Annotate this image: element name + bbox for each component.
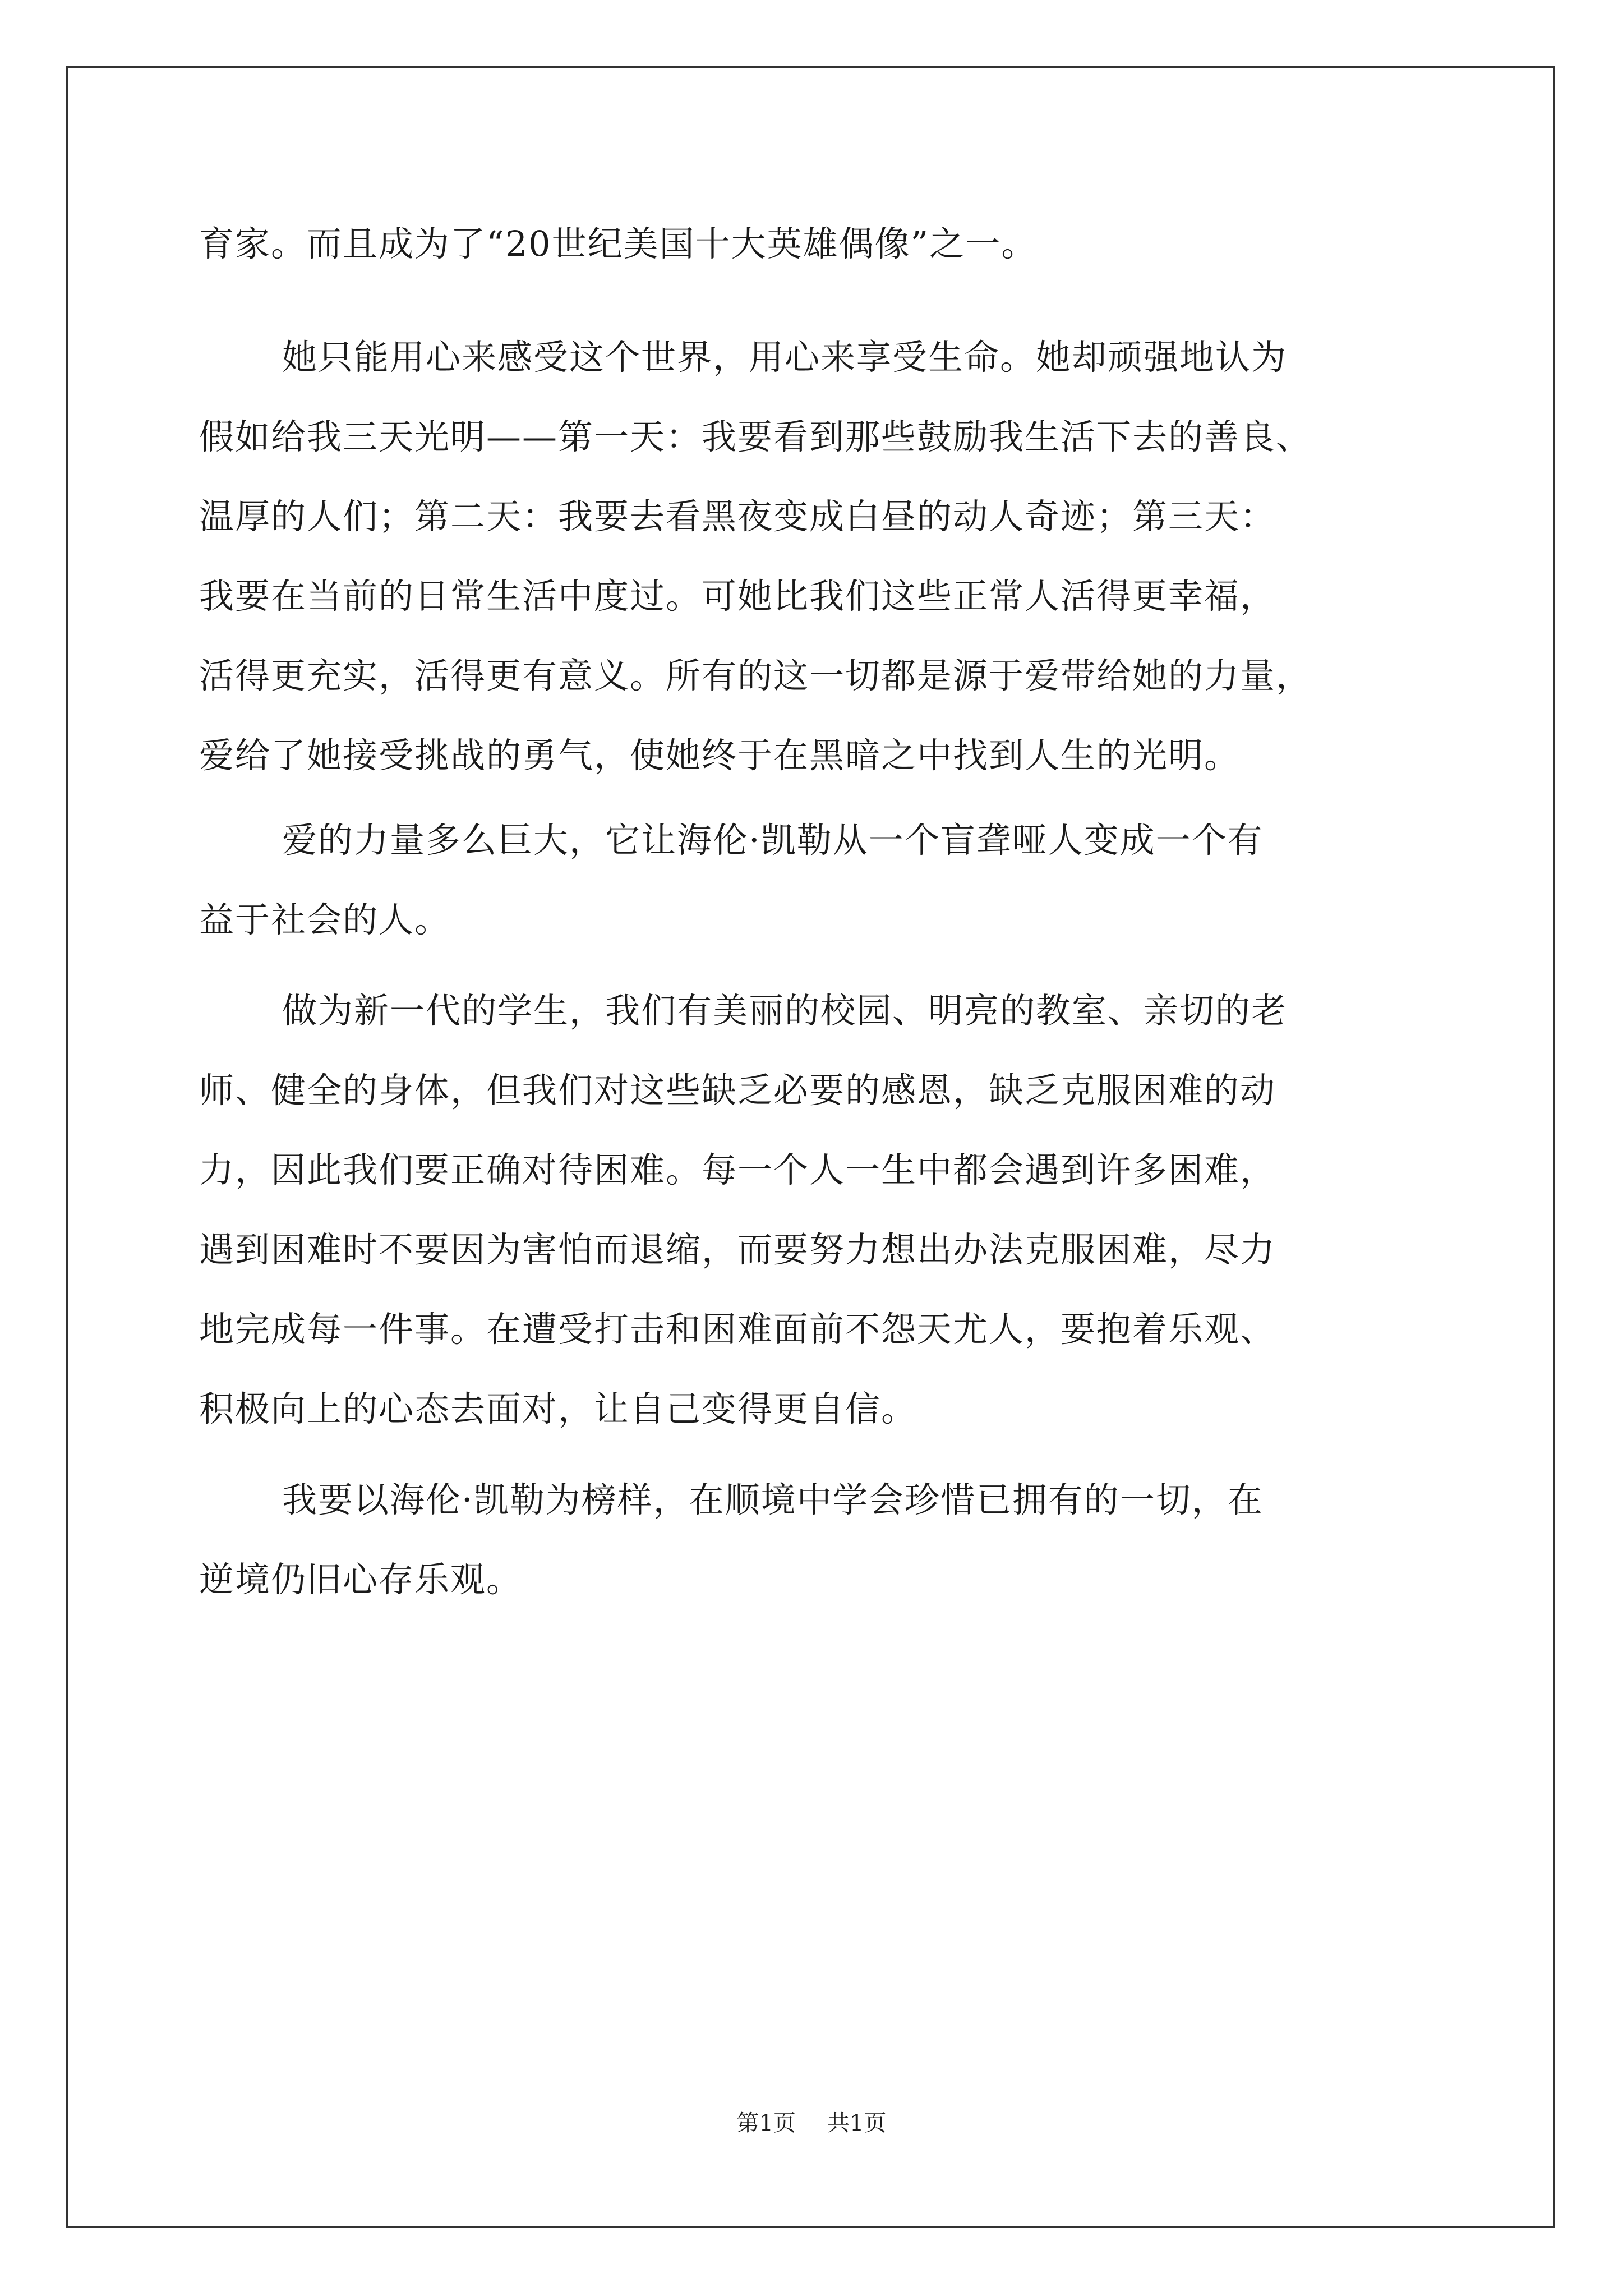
paragraph-first-line: 爱的力量多么巨大，它让海伦·凯勒从一个盲聋哑人变成一个有 [282,820,1264,861]
text-line: 温厚的人们；第二天：我要去看黑夜变成白昼的动人奇迹；第三天： [199,496,1276,537]
text-line: 地完成每一件事。在遭受打击和困难面前不怨天尤人，要抱着乐观、 [199,1309,1276,1350]
paragraph-first-line: 我要以海伦·凯勒为榜样，在顺境中学会珍惜已拥有的一切，在 [282,1479,1264,1520]
text-line: 活得更充实，活得更有意义。所有的这一切都是源于爱带给她的力量， [199,655,1312,696]
text-line: 师、健全的身体，但我们对这些缺乏必要的感恩，缺乏克服困难的动 [199,1070,1276,1111]
text-line: 积极向上的心态去面对，让自己变得更自信。 [199,1388,917,1429]
text-line: 遇到困难时不要因为害怕而退缩，而要努力想出办法克服困难，尽力 [199,1229,1276,1270]
text-line: 爱给了她接受挑战的勇气，使她终于在黑暗之中找到人生的光明。 [199,735,1241,776]
text-line: 力，因此我们要正确对待困难。每一个人一生中都会遇到许多困难， [199,1149,1276,1190]
text-line: 育家。而且成为了“20世纪美国十大英雄偶像”之一。 [199,223,1038,264]
text-line: 假如给我三天光明——第一天：我要看到那些鼓励我生活下去的善良、 [199,416,1312,457]
text-line: 逆境仍旧心存乐观。 [199,1559,523,1600]
paragraph-first-line: 她只能用心来感受这个世界，用心来享受生命。她却顽强地认为 [282,337,1288,378]
text-line: 我要在当前的日常生活中度过。可她比我们这些正常人活得更幸福， [199,576,1276,616]
page-footer [0,2109,1623,2137]
text-line: 益于社会的人。 [199,899,451,940]
page-number: 第1页 [736,2110,796,2136]
page-total: 共1页 [827,2110,887,2136]
paragraph-first-line: 做为新一代的学生，我们有美丽的校园、明亮的教室、亲切的老 [282,990,1288,1031]
